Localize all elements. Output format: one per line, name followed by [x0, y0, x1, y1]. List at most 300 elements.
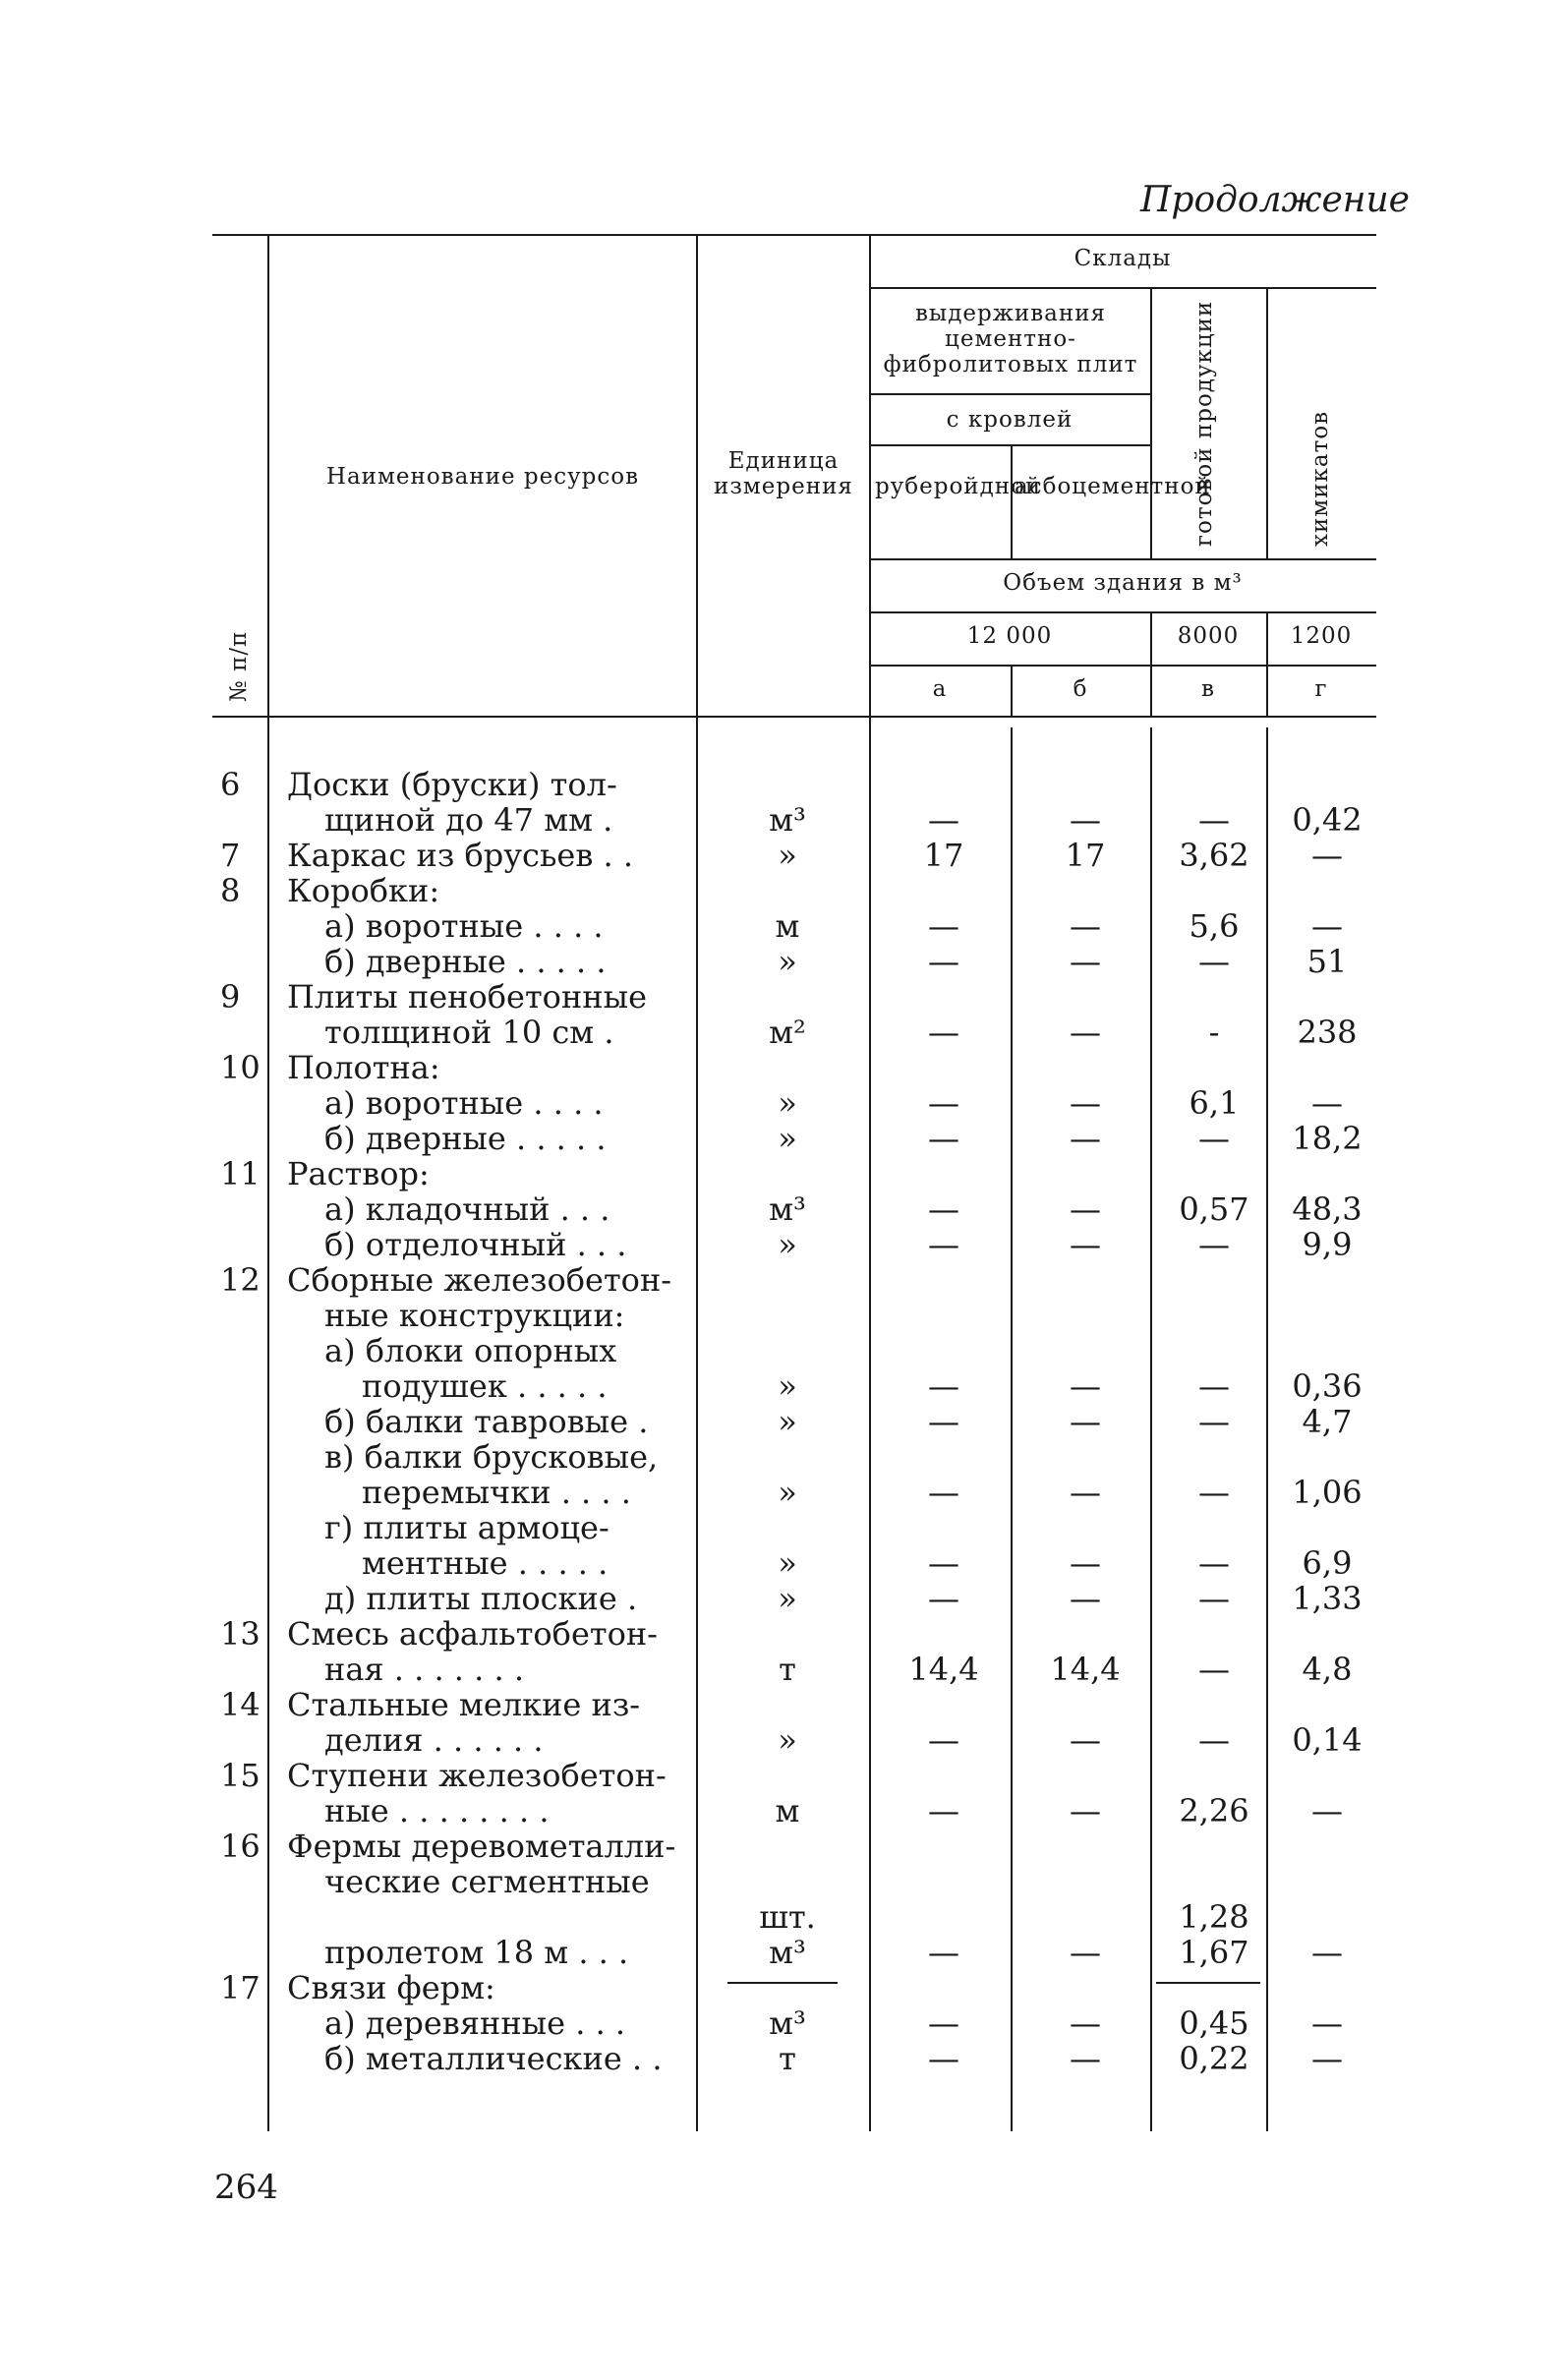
unit-cell: » — [778, 1721, 797, 1759]
table-row — [212, 1121, 1382, 1156]
resource-name: толщиной 10 см . — [324, 1014, 614, 1051]
unit-cell: м³ — [769, 1190, 806, 1228]
value-v: 1,28 — [1179, 1898, 1249, 1936]
header-num: № п/п — [226, 630, 252, 702]
row-number — [212, 1935, 275, 1970]
resource-name: б) отделочный . . . — [324, 1226, 627, 1263]
value-a — [873, 1333, 1015, 1368]
value-a: — — [928, 1721, 959, 1759]
header-warehouses: Склады — [1074, 246, 1172, 271]
header-vol-ab: 12 000 — [966, 623, 1053, 649]
value-a — [873, 1687, 1015, 1722]
row-number — [212, 1298, 275, 1333]
table-row — [212, 2041, 1382, 2076]
resource-name: Ступени железобетон- — [287, 1757, 667, 1794]
value-v: 0,57 — [1179, 1190, 1249, 1228]
unit-cell: м³ — [769, 2004, 806, 2042]
value-v — [1156, 1510, 1272, 1545]
value-v — [1156, 1298, 1272, 1333]
table-row — [212, 1864, 1382, 1899]
table-row — [212, 1970, 1382, 2005]
value-g: 4,7 — [1302, 1403, 1353, 1440]
table-row — [212, 767, 1382, 802]
row-number — [212, 944, 275, 979]
value-g — [1272, 1758, 1382, 1793]
value-g — [1272, 1616, 1382, 1652]
value-b — [1015, 1298, 1156, 1333]
value-g — [1272, 1298, 1382, 1333]
value-a: — — [928, 1403, 959, 1440]
value-b — [1015, 1758, 1156, 1793]
value-g: 1,33 — [1292, 1580, 1363, 1617]
row-number — [212, 1404, 275, 1439]
row-number — [212, 1368, 275, 1404]
resource-name: Коробки: — [287, 872, 440, 909]
value-v — [1156, 1829, 1272, 1864]
resources-table — [212, 767, 1382, 2076]
value-a — [873, 1439, 1015, 1475]
resource-name: Каркас из брусьев . . — [287, 837, 634, 874]
table-row — [212, 1262, 1382, 1298]
value-g: — — [1311, 1934, 1343, 1971]
value-g — [1272, 1510, 1382, 1545]
resource-name: ные . . . . . . . . — [324, 1792, 550, 1829]
unit-cell — [702, 767, 873, 802]
value-a: — — [928, 1544, 959, 1582]
value-b — [1015, 1050, 1156, 1085]
resource-name: а) воротные . . . . — [324, 1084, 604, 1122]
value-g — [1272, 979, 1382, 1015]
row-number — [212, 1864, 275, 1899]
unit-cell: » — [778, 1226, 797, 1263]
table-row — [212, 1687, 1382, 1722]
table-row — [212, 1439, 1382, 1475]
value-a — [873, 1510, 1015, 1545]
row-number — [212, 1191, 275, 1227]
unit-cell: м² — [769, 1014, 806, 1051]
unit-cell — [702, 1616, 873, 1652]
value-a — [873, 1050, 1015, 1085]
value-g: — — [1311, 1084, 1343, 1122]
table-row — [212, 1156, 1382, 1191]
row-number: 8 — [220, 872, 241, 909]
table-row — [212, 802, 1382, 838]
value-a: — — [928, 1367, 959, 1405]
row-number — [212, 1439, 275, 1475]
value-g: 4,8 — [1302, 1651, 1353, 1688]
row-number: 9 — [220, 978, 241, 1016]
table-row — [212, 1191, 1382, 1227]
value-b: — — [1070, 1226, 1101, 1263]
resource-name: Плиты пенобетонные — [287, 978, 647, 1016]
unit-cell: м — [775, 1792, 800, 1829]
value-v: - — [1208, 1014, 1220, 1051]
value-b — [1015, 1333, 1156, 1368]
row-number — [212, 1227, 275, 1262]
unit-cell: » — [778, 1580, 797, 1617]
table-row — [212, 1793, 1382, 1829]
header-roof: с кровлей — [946, 407, 1074, 433]
value-v: — — [1198, 801, 1230, 839]
value-a: — — [928, 2004, 959, 2042]
value-v: — — [1198, 1403, 1230, 1440]
table-row — [212, 1545, 1382, 1581]
table-row — [212, 908, 1382, 944]
value-v: — — [1198, 1120, 1230, 1157]
value-a — [873, 1829, 1015, 1864]
value-v: — — [1198, 1226, 1230, 1263]
value-g: 0,36 — [1292, 1367, 1363, 1405]
value-a — [873, 1156, 1015, 1191]
unit-cell — [702, 1262, 873, 1298]
value-g: — — [1311, 907, 1343, 945]
row-number — [212, 2005, 275, 2041]
header-chemicals: химикатов — [1307, 410, 1333, 547]
table-row — [212, 1227, 1382, 1262]
value-b — [1015, 1262, 1156, 1298]
value-b — [1015, 1829, 1156, 1864]
table-row — [212, 1899, 1382, 1935]
unit-cell — [702, 1298, 873, 1333]
table-row — [212, 2005, 1382, 2041]
resource-name: д) плиты плоские . — [324, 1580, 638, 1617]
table-row — [212, 1722, 1382, 1758]
unit-cell: » — [778, 1367, 797, 1405]
value-v: 0,45 — [1179, 2004, 1249, 2042]
resource-name — [275, 1899, 702, 1935]
unit-cell — [702, 1510, 873, 1545]
value-v: — — [1198, 1367, 1230, 1405]
resource-name: подушек . . . . . — [362, 1367, 608, 1405]
value-a — [873, 1758, 1015, 1793]
value-a — [873, 979, 1015, 1015]
value-b — [1015, 1616, 1156, 1652]
row-number — [212, 802, 275, 838]
unit-cell — [702, 1864, 873, 1899]
value-a — [873, 1262, 1015, 1298]
table-row — [212, 1015, 1382, 1050]
col-line-6 — [1266, 287, 1268, 558]
value-a — [873, 1899, 1015, 1935]
header-name: Наименование ресурсов — [325, 464, 640, 490]
unit-cell — [702, 1050, 873, 1085]
table-row — [212, 1404, 1382, 1439]
table-row — [212, 873, 1382, 908]
unit-cell — [702, 979, 873, 1015]
value-g — [1272, 1864, 1382, 1899]
resource-name: ные конструкции: — [324, 1297, 625, 1334]
value-b — [1015, 1899, 1156, 1935]
unit-cell — [702, 1439, 873, 1475]
row-number — [212, 1085, 275, 1121]
table-row — [212, 979, 1382, 1015]
unit-cell: т — [779, 2040, 796, 2077]
value-b — [1015, 1864, 1156, 1899]
value-v: 1,67 — [1179, 1934, 1249, 1971]
value-b: — — [1070, 1934, 1101, 1971]
resource-name: пролетом 18 м . . . — [324, 1934, 629, 1971]
unit-cell: м — [775, 907, 800, 945]
value-g — [1272, 1899, 1382, 1935]
value-b: 14,4 — [1050, 1651, 1121, 1688]
value-g: 6,9 — [1302, 1544, 1353, 1582]
value-v — [1156, 1333, 1272, 1368]
value-a — [873, 1298, 1015, 1333]
header-col-g: г — [1314, 676, 1328, 702]
value-g — [1272, 1333, 1382, 1368]
table-row — [212, 1652, 1382, 1687]
table-row — [212, 1333, 1382, 1368]
unit-cell: » — [778, 1084, 797, 1122]
value-b: — — [1070, 907, 1101, 945]
table-row — [212, 944, 1382, 979]
page-number: 264 — [214, 2168, 278, 2207]
header-rule-letters — [869, 665, 1376, 667]
value-b — [1015, 1970, 1156, 2005]
resource-name: Смесь асфальтобетон- — [287, 1615, 658, 1653]
value-a — [873, 1864, 1015, 1899]
value-v: — — [1198, 943, 1230, 980]
unit-cell: » — [778, 1544, 797, 1582]
resource-name: перемычки . . . . — [362, 1474, 631, 1511]
value-g — [1272, 1050, 1382, 1085]
table-row — [212, 1085, 1382, 1121]
unit-cell: » — [778, 1403, 797, 1440]
value-b: — — [1070, 943, 1101, 980]
continuation-label: Продолжение — [1140, 180, 1410, 220]
resource-name: а) блоки опорных — [324, 1332, 617, 1369]
row-number — [212, 1015, 275, 1050]
value-b — [1015, 873, 1156, 908]
row-number: 10 — [220, 1049, 261, 1086]
resource-name: а) кладочный . . . — [324, 1190, 610, 1228]
header-curing: выдерживания цементно-фибролитовых плит — [883, 301, 1138, 377]
table-row — [212, 1581, 1382, 1616]
value-a — [873, 1970, 1015, 2005]
resource-name: Доски (бруски) тол- — [287, 766, 617, 803]
value-v — [1156, 1156, 1272, 1191]
resource-name: б) дверные . . . . . — [324, 943, 607, 980]
value-v — [1156, 1864, 1272, 1899]
value-b: — — [1070, 1190, 1101, 1228]
value-g — [1272, 1262, 1382, 1298]
value-b: — — [1070, 2004, 1101, 2042]
unit-cell — [702, 1970, 873, 2005]
row-number — [212, 1545, 275, 1581]
value-a: — — [928, 1226, 959, 1263]
row-number: 13 — [220, 1615, 261, 1653]
truss-value-divider — [1156, 1982, 1260, 1984]
value-b: 17 — [1065, 837, 1106, 874]
value-g: 1,06 — [1292, 1474, 1363, 1511]
table-row — [212, 1510, 1382, 1545]
value-v: — — [1198, 1651, 1230, 1688]
value-a: — — [928, 801, 959, 839]
value-b — [1015, 1510, 1156, 1545]
value-v — [1156, 873, 1272, 908]
value-b: — — [1070, 1580, 1101, 1617]
row-number — [212, 1333, 275, 1368]
header-finished: готовой продукции — [1191, 300, 1217, 547]
value-a — [873, 873, 1015, 908]
value-b — [1015, 979, 1156, 1015]
value-g — [1272, 1970, 1382, 2005]
resource-name: Полотна: — [287, 1049, 440, 1086]
value-b: — — [1070, 2040, 1101, 2077]
unit-cell — [702, 1156, 873, 1191]
header-rule-roof-sub — [869, 444, 1150, 446]
row-number — [212, 1652, 275, 1687]
value-b: — — [1070, 1084, 1101, 1122]
value-g: 9,9 — [1302, 1226, 1353, 1263]
value-g: — — [1311, 837, 1343, 874]
value-g — [1272, 1687, 1382, 1722]
value-g — [1272, 1439, 1382, 1475]
value-b: — — [1070, 1474, 1101, 1511]
value-v: — — [1198, 1474, 1230, 1511]
row-number: 16 — [220, 1828, 261, 1865]
header-rule-warehouses — [869, 287, 1376, 289]
header-rule-volume-values — [869, 611, 1376, 613]
value-b: — — [1070, 1120, 1101, 1157]
table-row — [212, 1368, 1382, 1404]
resource-name: б) металлические . . — [324, 2040, 663, 2077]
row-number: 14 — [220, 1686, 261, 1723]
col-line-5 — [1150, 287, 1152, 558]
resource-name: б) балки тавровые . — [324, 1403, 649, 1440]
value-a: — — [928, 907, 959, 945]
resource-name: Стальные мелкие из- — [287, 1686, 641, 1723]
value-g: 238 — [1297, 1014, 1358, 1051]
value-v — [1156, 1439, 1272, 1475]
value-g — [1272, 1829, 1382, 1864]
unit-cell: м³ — [769, 1934, 806, 1971]
resource-name: г) плиты армоце- — [324, 1509, 609, 1546]
value-b — [1015, 767, 1156, 802]
value-g: 0,14 — [1292, 1721, 1363, 1759]
value-a: — — [928, 943, 959, 980]
resource-name: а) деревянные . . . — [324, 2004, 626, 2042]
row-number: 15 — [220, 1757, 261, 1794]
value-g: — — [1311, 1792, 1343, 1829]
table-row — [212, 1935, 1382, 1970]
row-number — [212, 1581, 275, 1616]
row-number: 7 — [220, 837, 241, 874]
col-line-4 — [1011, 444, 1013, 558]
row-number: 11 — [220, 1155, 261, 1192]
value-a: — — [928, 2040, 959, 2077]
value-g: 51 — [1306, 943, 1348, 980]
resource-name: б) дверные . . . . . — [324, 1120, 607, 1157]
unit-cell — [702, 873, 873, 908]
value-a — [873, 767, 1015, 802]
value-a: 14,4 — [908, 1651, 979, 1688]
row-number: 12 — [220, 1261, 261, 1299]
resource-name: делия . . . . . . — [324, 1721, 544, 1759]
value-v — [1156, 1262, 1272, 1298]
value-v — [1156, 767, 1272, 802]
value-b: — — [1070, 1721, 1101, 1759]
value-v: — — [1198, 1544, 1230, 1582]
header-vol-g: 1200 — [1290, 623, 1353, 649]
unit-cell: м³ — [769, 801, 806, 839]
table-row — [212, 1616, 1382, 1652]
value-v: 3,62 — [1179, 837, 1249, 874]
unit-cell — [702, 1829, 873, 1864]
resource-name: Связи ферм: — [287, 1969, 495, 2006]
value-a: — — [928, 1934, 959, 1971]
unit-cell: » — [778, 837, 797, 874]
row-number — [212, 1793, 275, 1829]
unit-cell: шт. — [759, 1898, 816, 1936]
resource-name: ческие сегментные — [324, 1863, 650, 1900]
value-v: 6,1 — [1189, 1084, 1240, 1122]
value-b — [1015, 1156, 1156, 1191]
top-rule — [212, 234, 1376, 236]
resource-name: Фермы деревометалли- — [287, 1828, 676, 1865]
resource-name: Раствор: — [287, 1155, 430, 1192]
unit-cell — [702, 1758, 873, 1793]
resource-name: щиной до 47 мм . — [324, 801, 613, 839]
value-g: — — [1311, 2040, 1343, 2077]
unit-cell — [702, 1333, 873, 1368]
table-row — [212, 838, 1382, 873]
row-number — [212, 2041, 275, 2076]
table-row — [212, 1758, 1382, 1793]
value-a: — — [928, 1084, 959, 1122]
table-row — [212, 1298, 1382, 1333]
value-a: — — [928, 1120, 959, 1157]
value-g: 18,2 — [1292, 1120, 1363, 1157]
value-b: — — [1070, 801, 1101, 839]
table-row — [212, 1050, 1382, 1085]
value-a: — — [928, 1474, 959, 1511]
header-col-v: в — [1201, 676, 1215, 702]
resource-name: Сборные железобетон- — [287, 1261, 672, 1299]
header-rule-volume — [869, 558, 1376, 560]
header-bottom-rule — [212, 716, 1376, 718]
table-row — [212, 1475, 1382, 1510]
value-v: — — [1198, 1580, 1230, 1617]
value-a: — — [928, 1792, 959, 1829]
value-v — [1156, 1758, 1272, 1793]
value-g — [1272, 873, 1382, 908]
header-volume: Объем здания в м³ — [1003, 570, 1243, 596]
header-ruberoid: руберойдной — [875, 474, 1042, 499]
value-b: — — [1070, 1403, 1101, 1440]
unit-cell — [702, 1687, 873, 1722]
header-vol-v: 8000 — [1177, 623, 1240, 649]
value-v — [1156, 1616, 1272, 1652]
value-b: — — [1070, 1367, 1101, 1405]
value-v: — — [1198, 1721, 1230, 1759]
value-v — [1156, 979, 1272, 1015]
value-v — [1156, 1970, 1272, 2005]
unit-cell: » — [778, 943, 797, 980]
header-col-a: а — [932, 676, 948, 702]
value-a: — — [928, 1190, 959, 1228]
value-v: 5,6 — [1189, 907, 1240, 945]
resource-name: а) воротные . . . . — [324, 907, 604, 945]
header-rule-roof — [869, 393, 1150, 395]
value-b — [1015, 1439, 1156, 1475]
row-number — [212, 1121, 275, 1156]
value-v — [1156, 1687, 1272, 1722]
header-asbestos: асбоцементной — [1015, 474, 1211, 499]
value-a — [873, 1616, 1015, 1652]
row-number: 17 — [220, 1969, 261, 2006]
value-v: 2,26 — [1179, 1792, 1249, 1829]
